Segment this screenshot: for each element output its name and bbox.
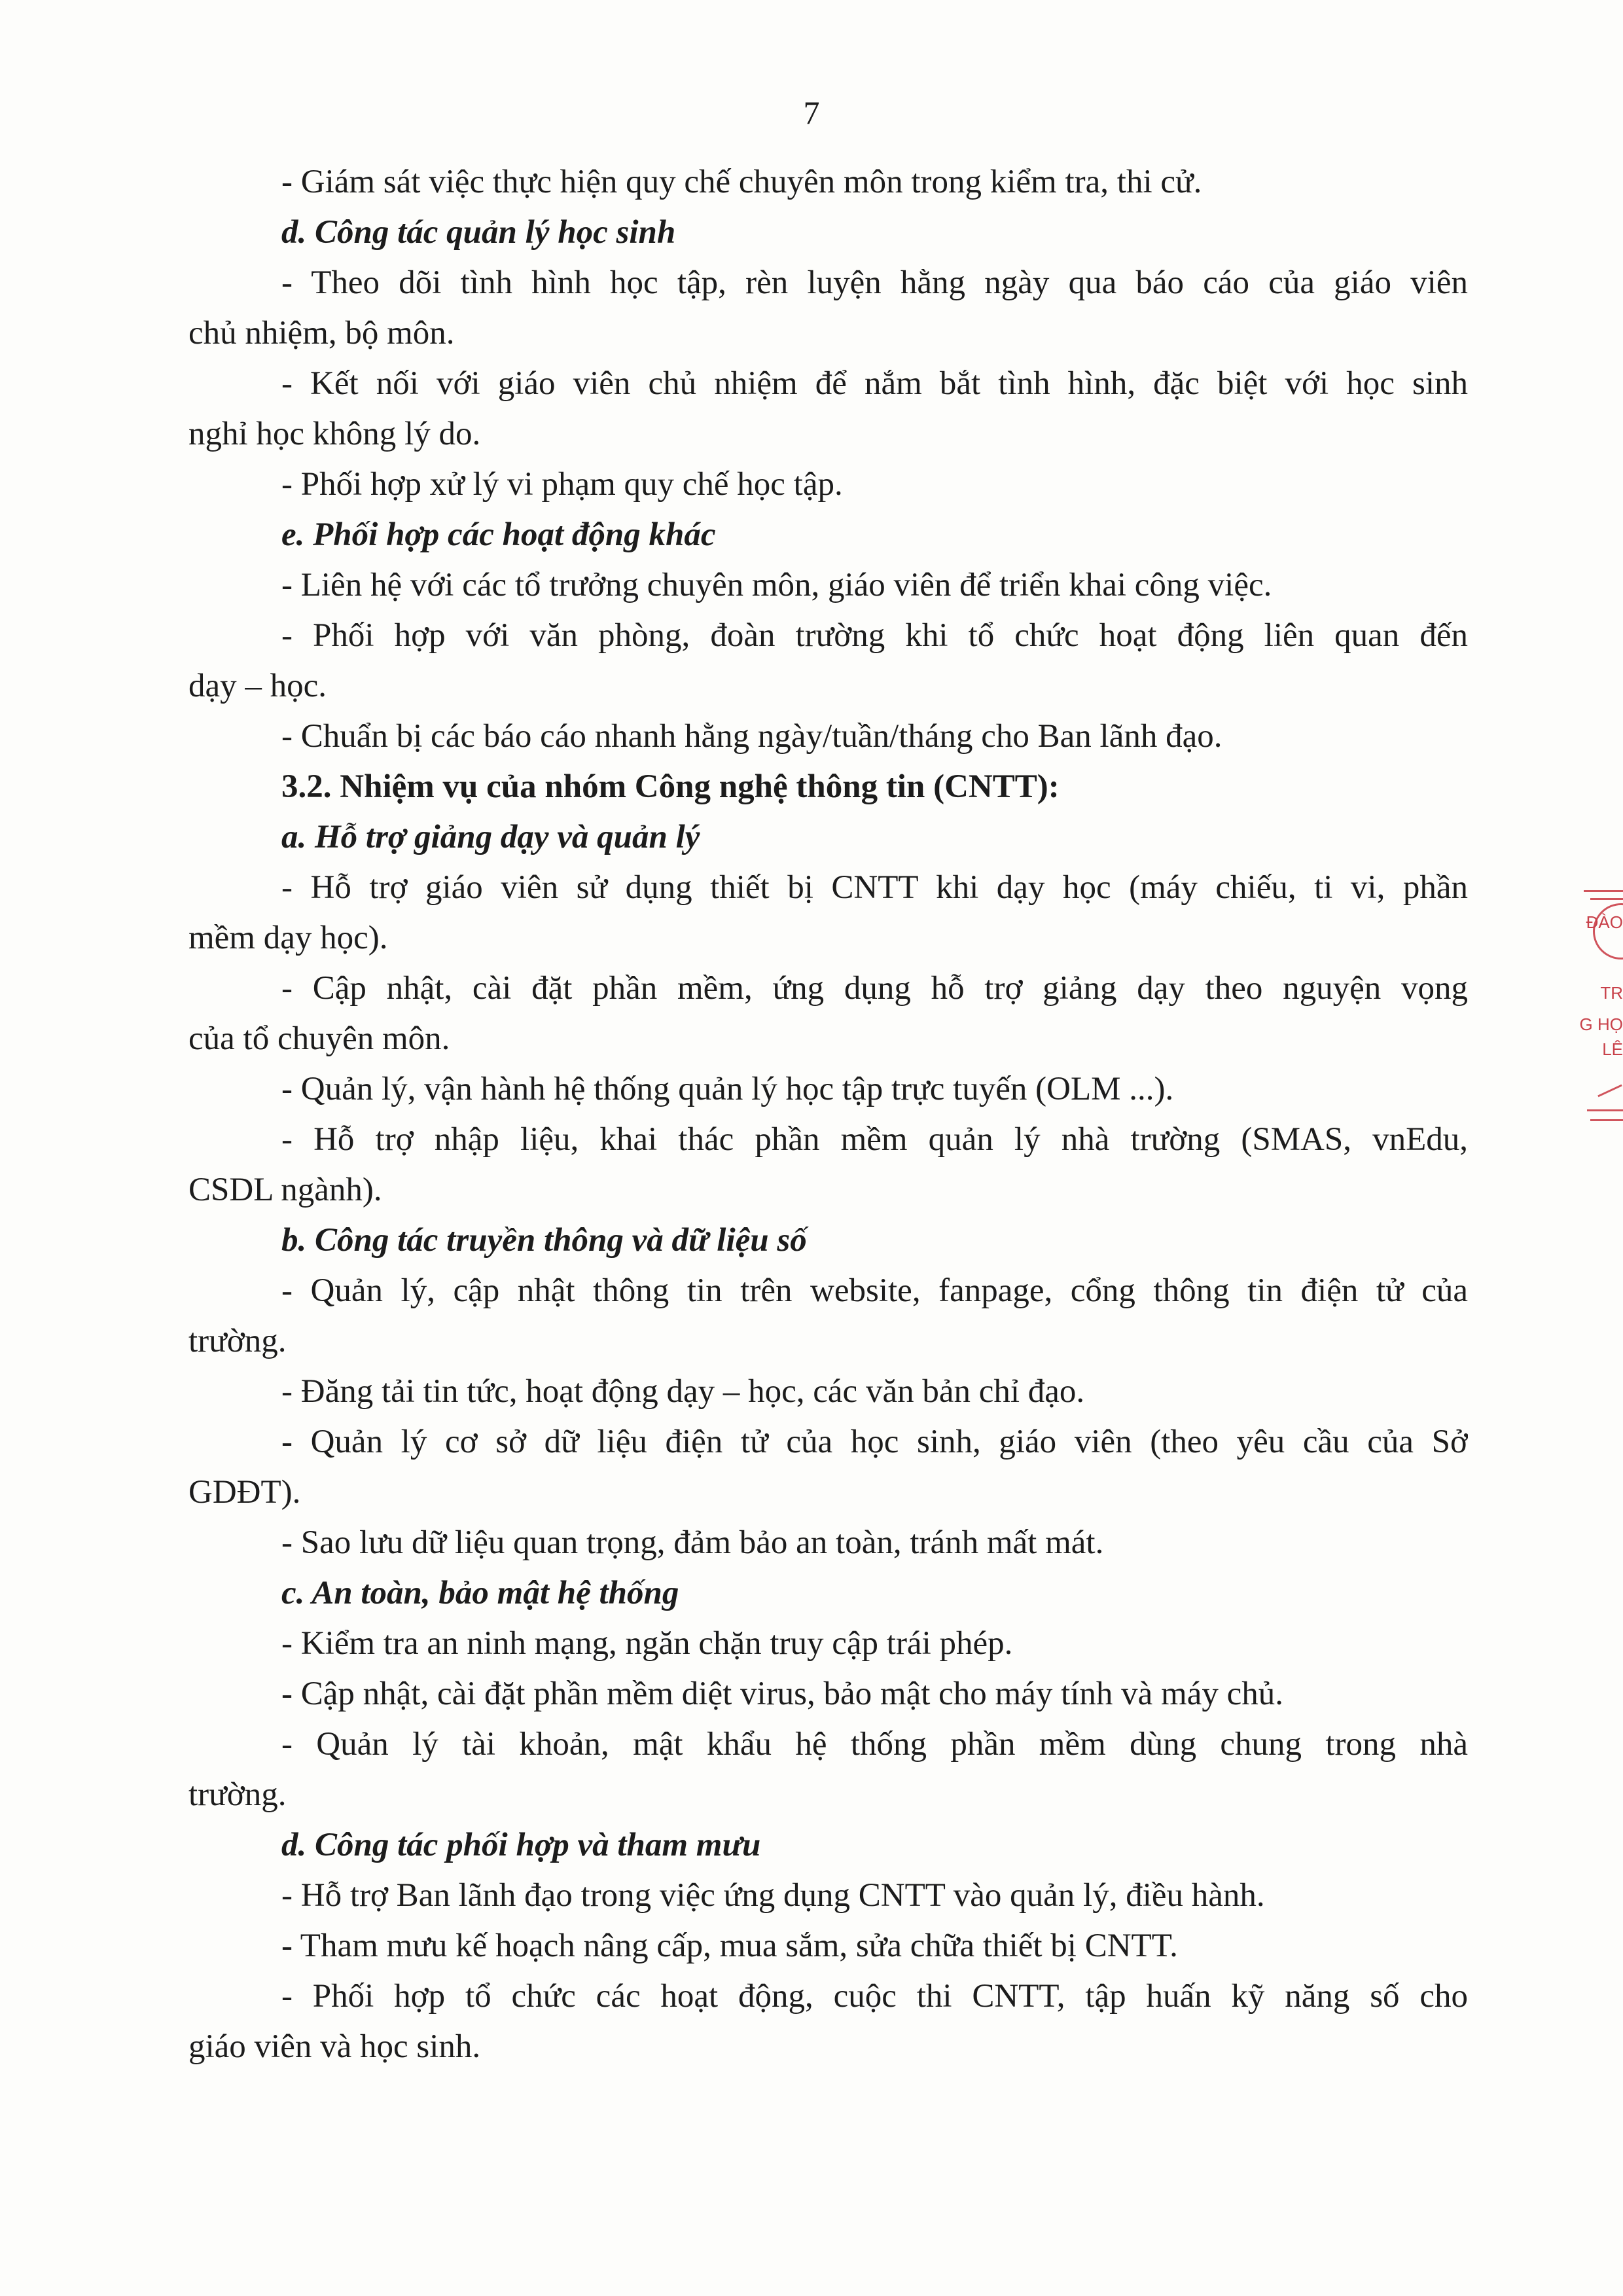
- text-line: - Hỗ trợ nhập liệu, khai thác phần mềm quản lý nhà trường (SMAS, vnEdu,: [281, 1121, 1468, 1158]
- text-line: - Chuẩn bị các báo cáo nhanh hằng ngày/tuần/tháng cho Ban lãnh đạo.: [281, 718, 1222, 755]
- document-body: [188, 157, 1468, 2072]
- stamp-text-2: TR: [1600, 983, 1623, 1003]
- text-line: - Quản lý, vận hành hệ thống quản lý học tập trực tuyến (OLM ...).: [281, 1071, 1174, 1107]
- text-line: - Theo dõi tình hình học tập, rèn luyện hằng ngày qua báo cáo của giáo viên: [281, 264, 1468, 301]
- section-heading: a. Hỗ trợ giảng dạy và quản lý: [281, 819, 700, 855]
- text-line: - Quản lý, cập nhật thông tin trên website, fanpage, cổng thông tin điện tử của: [281, 1272, 1468, 1309]
- text-line: - Cập nhật, cài đặt phần mềm, ứng dụng hỗ trợ giảng dạy theo nguyện vọng: [281, 970, 1468, 1007]
- text-line: nghỉ học không lý do.: [188, 416, 481, 452]
- text-line: - Hỗ trợ giáo viên sử dụng thiết bị CNTT khi dạy học (máy chiếu, ti vi, phần: [281, 869, 1468, 906]
- text-line: chủ nhiệm, bộ môn.: [188, 315, 455, 351]
- text-line: giáo viên và học sinh.: [188, 2028, 481, 2065]
- text-line: - Quản lý cơ sở dữ liệu điện tử của học sinh, giáo viên (theo yêu cầu của Sở: [281, 1424, 1468, 1460]
- section-heading: e. Phối hợp các hoạt động khác: [281, 516, 716, 553]
- text-line: CSDL ngành).: [188, 1172, 382, 1208]
- text-line: - Phối hợp xử lý vi phạm quy chế học tập.: [281, 466, 843, 503]
- section-heading: 3.2. Nhiệm vụ của nhóm Công nghệ thông tin (CNTT):: [281, 768, 1060, 805]
- text-line: trường.: [188, 1323, 287, 1359]
- text-line: dạy – học.: [188, 668, 327, 704]
- section-heading: c. An toàn, bảo mật hệ thống: [281, 1575, 679, 1611]
- text-line: mềm dạy học).: [188, 920, 388, 956]
- section-heading: d. Công tác phối hợp và tham mưu: [281, 1827, 761, 1863]
- text-line: - Kiểm tra an ninh mạng, ngăn chặn truy cập trái phép.: [281, 1625, 1013, 1662]
- text-line: GDĐT).: [188, 1474, 301, 1511]
- text-line: - Liên hệ với các tổ trưởng chuyên môn, giáo viên để triển khai công việc.: [281, 567, 1272, 603]
- text-line: - Tham mưu kế hoạch nâng cấp, mua sắm, sửa chữa thiết bị CNTT.: [281, 1928, 1178, 1964]
- stamp-text-1: ĐÀO: [1586, 912, 1623, 932]
- text-line: - Giám sát việc thực hiện quy chế chuyên môn trong kiểm tra, thi cử.: [281, 164, 1202, 200]
- stamp-text-3: G HỌ: [1579, 1014, 1623, 1034]
- text-line: - Hỗ trợ Ban lãnh đạo trong việc ứng dụng CNTT vào quản lý, điều hành.: [281, 1877, 1265, 1914]
- text-line: của tổ chuyên môn.: [188, 1020, 450, 1057]
- text-line: - Phối hợp với văn phòng, đoàn trường khi tổ chức hoạt động liên quan đến: [281, 617, 1468, 654]
- section-heading: d. Công tác quản lý học sinh: [281, 214, 676, 251]
- text-line: - Sao lưu dữ liệu quan trọng, đảm bảo an toàn, tránh mất mát.: [281, 1524, 1104, 1561]
- text-line: - Kết nối với giáo viên chủ nhiệm để nắm bắt tình hình, đặc biệt với học sinh: [281, 365, 1468, 402]
- text-line: trường.: [188, 1776, 287, 1813]
- red-seal-stamp-fragment: [1577, 890, 1623, 1145]
- text-line: - Đăng tải tin tức, hoạt động dạy – học, các văn bản chỉ đạo.: [281, 1373, 1085, 1410]
- text-line: - Quản lý tài khoản, mật khẩu hệ thống phần mềm dùng chung trong nhà: [281, 1726, 1468, 1763]
- text-line: - Phối hợp tổ chức các hoạt động, cuộc thi CNTT, tập huấn kỹ năng số cho: [281, 1978, 1468, 2015]
- stamp-text-4: LÊ: [1602, 1039, 1623, 1059]
- page-number: 7: [803, 94, 820, 131]
- text-line: - Cập nhật, cài đặt phần mềm diệt virus, bảo mật cho máy tính và máy chủ.: [281, 1676, 1283, 1712]
- section-heading: b. Công tác truyền thông và dữ liệu số: [281, 1222, 807, 1259]
